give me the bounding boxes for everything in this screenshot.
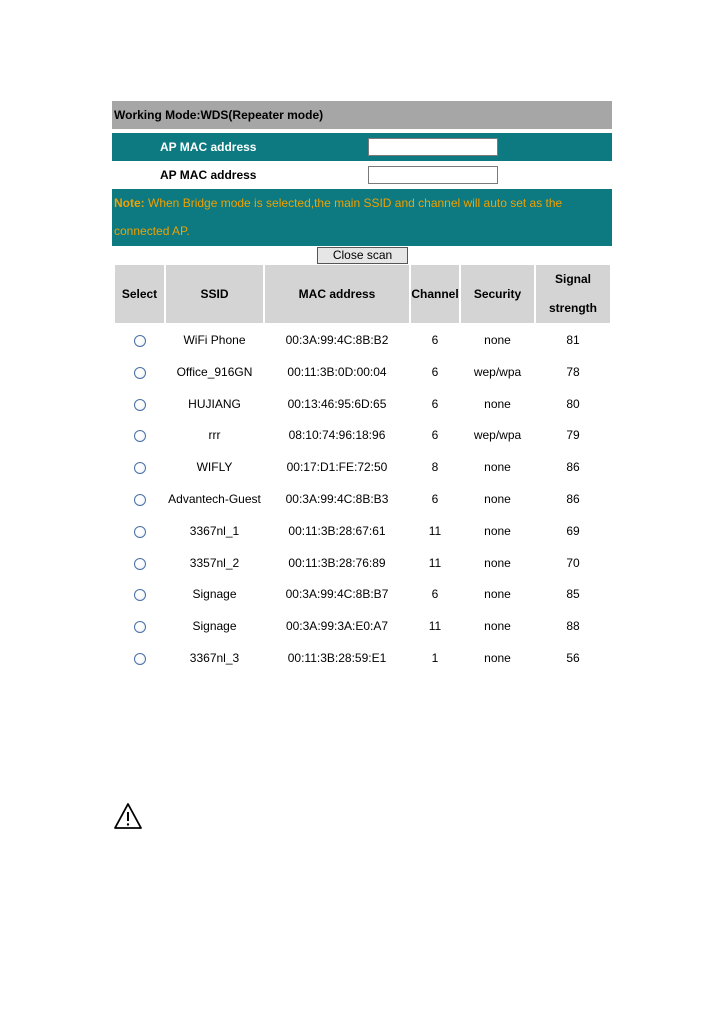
cell-mac: 00:11:3B:28:76:89 [288, 556, 386, 570]
header-select-label: Select [121, 287, 158, 301]
note-text: When Bridge mode is selected,the main SSID and channel will auto set as the connected AP. [114, 196, 563, 238]
cell-channel: 11 [428, 556, 442, 570]
ap-mac-label-1: AP MAC address [160, 140, 257, 154]
cell-ssid: Office_916GN [176, 365, 253, 379]
cell-ssid: Advantech-Guest [168, 492, 261, 506]
cell-ssid: rrr [208, 428, 221, 442]
cell-mac: 00:17:D1:FE:72:50 [286, 460, 388, 474]
cell-channel: 1 [431, 651, 439, 665]
cell-channel: 6 [431, 492, 439, 506]
cell-security: none [484, 587, 511, 601]
cell-security: none [484, 397, 511, 411]
cell-ssid: WIFLY [196, 460, 233, 474]
cell-channel: 11 [428, 619, 442, 633]
ap-mac-row-1 [112, 133, 612, 161]
cell-signal: 78 [566, 365, 580, 379]
ap-mac-input-1[interactable] [368, 138, 498, 156]
cell-security: none [484, 619, 511, 633]
cell-channel: 11 [428, 524, 442, 538]
working-mode-bar [112, 101, 612, 129]
cell-channel: 6 [431, 587, 439, 601]
cell-signal: 79 [566, 428, 580, 442]
cell-channel: 8 [431, 460, 439, 474]
cell-ssid: Signage [192, 619, 237, 633]
cell-mac: 08:10:74:96:18:96 [288, 428, 386, 442]
select-radio[interactable] [134, 558, 146, 570]
cell-channel: 6 [431, 397, 439, 411]
cell-mac: 00:11:3B:28:59:E1 [287, 651, 387, 665]
cell-ssid: 3357nl_2 [189, 556, 240, 570]
cell-channel: 6 [431, 428, 439, 442]
working-mode-label: Working Mode:WDS(Repeater mode) [114, 108, 324, 122]
cell-ssid: Signage [192, 587, 237, 601]
header-channel-label: Channel [411, 287, 459, 301]
warning-icon [114, 803, 142, 829]
header-security-label: Security [473, 287, 522, 301]
cell-mac: 00:11:3B:0D:00:04 [287, 365, 387, 379]
select-radio[interactable] [134, 335, 146, 347]
header-signal-label-2: strength [549, 301, 597, 315]
cell-mac: 00:3A:99:4C:8B:B3 [285, 492, 389, 506]
header-mac-label: MAC address [298, 287, 376, 301]
cell-signal: 69 [566, 524, 580, 538]
cell-security: wep/wpa [473, 365, 522, 379]
cell-signal: 86 [566, 460, 580, 474]
header-signal-label-1: Signal [554, 272, 591, 286]
cell-security: none [484, 333, 511, 347]
select-radio[interactable] [134, 589, 146, 601]
cell-signal: 85 [566, 587, 580, 601]
cell-signal: 56 [566, 651, 580, 665]
cell-security: none [484, 651, 511, 665]
cell-mac: 00:3A:99:4C:8B:B2 [285, 333, 389, 347]
select-radio[interactable] [134, 462, 146, 474]
select-radio[interactable] [134, 653, 146, 665]
cell-channel: 6 [431, 333, 439, 347]
cell-signal: 86 [566, 492, 580, 506]
cell-mac: 00:11:3B:28:67:61 [288, 524, 386, 538]
cell-ssid: HUJIANG [188, 397, 241, 411]
select-radio[interactable] [134, 430, 146, 442]
cell-ssid: 3367nl_3 [189, 651, 240, 665]
header-channel [411, 265, 459, 323]
header-mac [265, 265, 409, 323]
cell-security: none [484, 460, 511, 474]
ap-mac-row-2 [112, 161, 612, 189]
cell-channel: 6 [431, 365, 439, 379]
cell-mac: 00:3A:99:3A:E0:A7 [285, 619, 389, 633]
ap-mac-input-2[interactable] [368, 166, 498, 184]
select-radio[interactable] [134, 621, 146, 633]
cell-mac: 00:3A:99:4C:8B:B7 [285, 587, 389, 601]
select-radio[interactable] [134, 494, 146, 506]
cell-security: none [484, 524, 511, 538]
cell-security: none [484, 492, 511, 506]
ap-mac-label-2: AP MAC address [160, 168, 257, 182]
cell-mac: 00:13:46:95:6D:65 [287, 397, 387, 411]
header-ssid [166, 265, 263, 323]
cell-security: none [484, 556, 511, 570]
select-radio[interactable] [134, 367, 146, 379]
cell-ssid: WiFi Phone [183, 333, 246, 347]
cell-signal: 88 [566, 619, 580, 633]
note-prefix: Note: [114, 196, 145, 210]
cell-ssid: 3367nl_1 [189, 524, 240, 538]
cell-signal: 70 [566, 556, 580, 570]
header-security [461, 265, 534, 323]
cell-signal: 81 [566, 333, 580, 347]
bridge-mode-note [112, 189, 612, 246]
header-ssid-label: SSID [200, 287, 229, 301]
header-signal [536, 265, 610, 323]
select-radio[interactable] [134, 399, 146, 411]
cell-signal: 80 [566, 397, 580, 411]
close-scan-button[interactable]: Close scan [317, 247, 408, 264]
select-radio[interactable] [134, 526, 146, 538]
cell-security: wep/wpa [473, 428, 522, 442]
header-select [115, 265, 164, 323]
